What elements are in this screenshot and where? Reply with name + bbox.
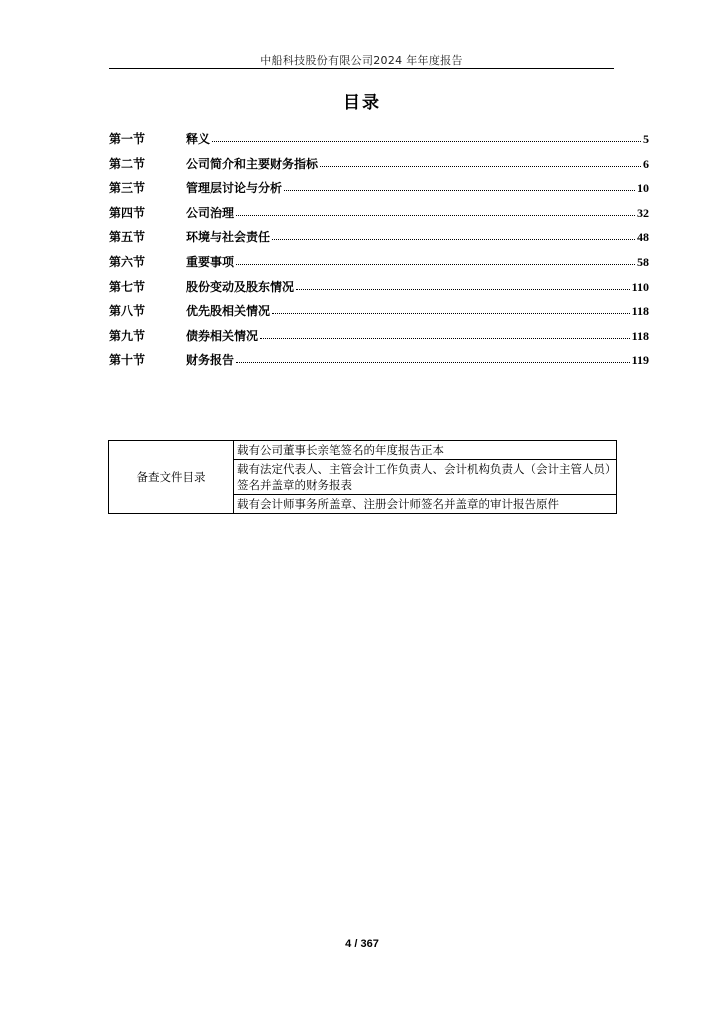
toc-leader-dots [236, 352, 630, 363]
toc-section-number: 第三节 [109, 181, 146, 196]
toc-section-title: 重要事项 [186, 254, 235, 269]
reference-document-item: 载有法定代表人、主管会计工作负责人、会计机构负责人（会计主管人员）签名并盖章的财务报表 [234, 460, 617, 495]
toc-leader-dots [284, 180, 635, 191]
table-of-contents [109, 130, 649, 376]
reference-documents-label: 备查文件目录 [109, 441, 234, 514]
toc-section-title: 债券相关情况 [186, 328, 259, 343]
toc-leader-dots [260, 328, 630, 339]
toc-page-number: 48 [637, 230, 649, 245]
toc-page-number: 118 [631, 304, 649, 319]
toc-page-number: 118 [631, 328, 649, 343]
toc-section-number: 第六节 [109, 254, 146, 269]
toc-section-number: 第九节 [109, 328, 146, 343]
toc-entry[interactable] [109, 155, 649, 180]
toc-section-title: 公司治理 [186, 205, 235, 220]
page-title: 目录 [343, 93, 381, 113]
toc-leader-dots [272, 303, 630, 314]
toc-section-title: 优先股相关情况 [186, 304, 271, 319]
toc-page-number: 32 [637, 205, 649, 220]
toc-page-number: 58 [637, 254, 649, 269]
toc-leader-dots [320, 156, 641, 167]
toc-section-number: 第十节 [109, 353, 146, 368]
page-header: 中船科技股份有限公司2024 年年度报告 [260, 54, 463, 67]
toc-section-number: 第八节 [109, 304, 146, 319]
toc-entry[interactable] [109, 302, 649, 327]
reference-document-item: 载有会计师事务所盖章、注册会计师签名并盖章的审计报告原件 [234, 495, 617, 514]
toc-section-title: 股份变动及股东情况 [186, 279, 295, 294]
toc-section-number: 第二节 [109, 156, 146, 171]
toc-leader-dots [236, 205, 635, 216]
toc-section-title: 公司简介和主要财务指标 [186, 156, 319, 171]
toc-entry[interactable] [109, 278, 649, 303]
toc-page-number: 6 [643, 156, 649, 171]
toc-section-number: 第五节 [109, 230, 146, 245]
toc-leader-dots [236, 254, 635, 265]
toc-section-number: 第七节 [109, 279, 146, 294]
toc-entry[interactable] [109, 253, 649, 278]
toc-section-number: 第一节 [109, 132, 146, 146]
toc-section-title: 财务报告 [186, 353, 235, 368]
toc-page-number: 110 [631, 279, 649, 294]
toc-section-title: 释义 [186, 132, 211, 146]
toc-entry[interactable] [109, 228, 649, 253]
toc-page-number: 10 [637, 181, 649, 196]
toc-leader-dots [212, 131, 641, 142]
toc-leader-dots [296, 279, 630, 290]
toc-page-number: 5 [643, 132, 649, 146]
toc-section-title: 管理层讨论与分析 [186, 181, 283, 196]
toc-section-number: 第四节 [109, 205, 146, 220]
toc-leader-dots [272, 229, 635, 240]
toc-entry[interactable] [109, 327, 649, 352]
reference-document-item: 载有公司董事长亲笔签名的年度报告正本 [234, 441, 617, 460]
table-row [109, 441, 617, 460]
toc-entry[interactable] [109, 179, 649, 204]
toc-page-number: 119 [631, 353, 649, 368]
toc-entry[interactable] [109, 204, 649, 229]
toc-entry[interactable] [109, 130, 649, 155]
toc-section-title: 环境与社会责任 [186, 230, 271, 245]
page-number-indicator: 4 / 367 [345, 938, 379, 950]
header-divider [109, 68, 614, 69]
toc-entry[interactable] [109, 351, 649, 376]
reference-documents-table [108, 440, 617, 514]
